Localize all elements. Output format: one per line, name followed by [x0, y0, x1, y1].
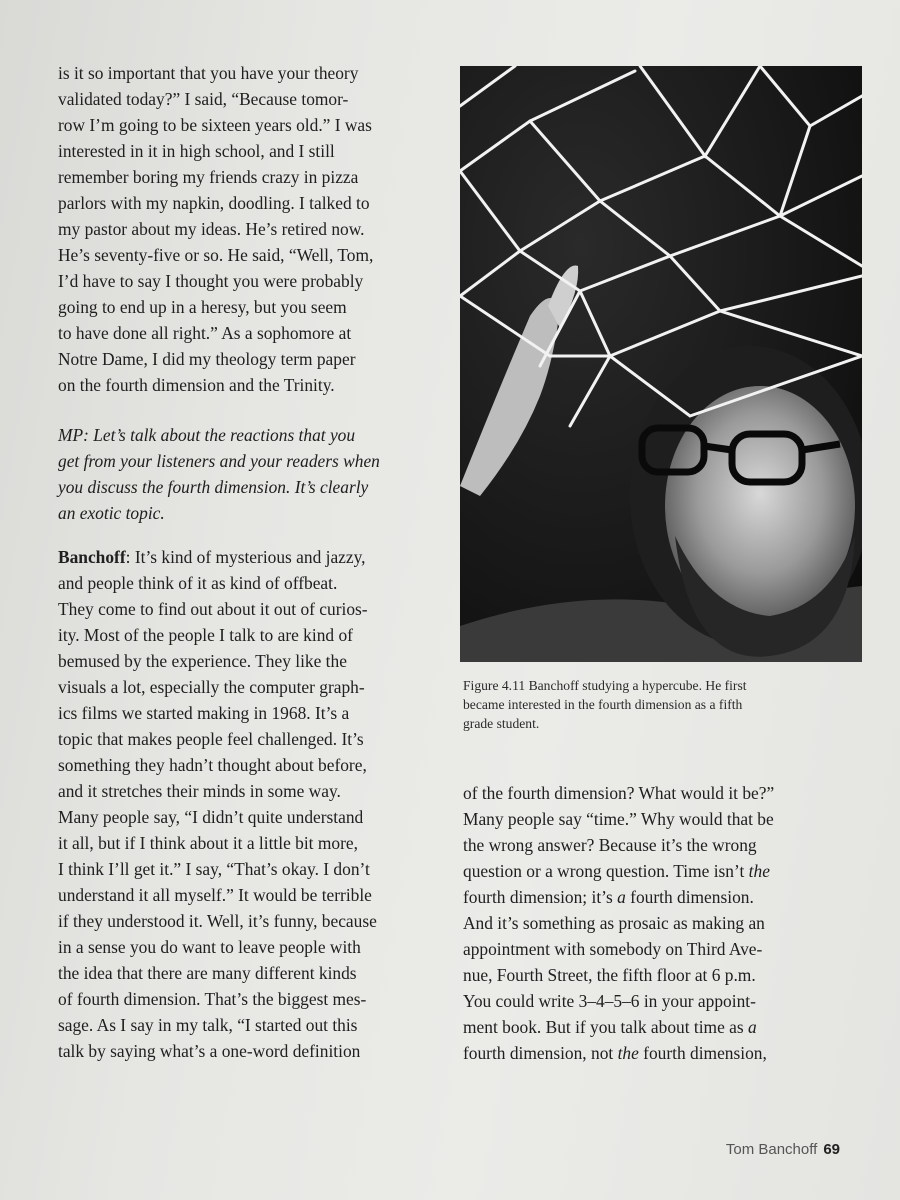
text-line: the idea that there are many different kinds: [58, 963, 357, 983]
text-line: validated today?” I said, “Because tomor-: [58, 89, 349, 109]
text-line: [463, 858, 843, 884]
text-line: [463, 1040, 843, 1066]
hypercube-photo: [460, 66, 862, 662]
text-run: fourth dimension.: [625, 887, 754, 907]
answer-text: : It’s kind of mysterious and jazzy,: [125, 547, 366, 567]
text-line: remember boring my friends crazy in pizza: [58, 167, 359, 187]
text-line: You could write 3–4–5–6 in your appoint-: [463, 991, 756, 1011]
text-line: [463, 1014, 843, 1040]
text-line: you discuss the fourth dimension. It’s clearly: [58, 477, 369, 497]
interviewer-question: [58, 422, 436, 526]
figure-caption: [463, 676, 863, 733]
caption-line: grade student.: [463, 716, 540, 731]
text-line: of fourth dimension. That’s the biggest mes-: [58, 989, 367, 1009]
running-footer-author: Tom Banchoff: [725, 1141, 818, 1158]
interviewee-answer: [58, 544, 436, 1064]
right-text-column: [463, 780, 843, 1066]
text-line: bemused by the experience. They like the: [58, 651, 347, 671]
text-line: He’s seventy-five or so. He said, “Well, Tom,: [58, 245, 374, 265]
paragraph-intro: [58, 60, 436, 398]
text-line: I’d have to say I thought you were probably: [58, 271, 364, 291]
emphasis-the: the: [748, 861, 770, 881]
paragraph-continued: [463, 780, 843, 1066]
text-line: going to end up in a heresy, but you seem: [58, 297, 347, 317]
text-line: if they understood it. Well, it’s funny, because: [58, 911, 377, 931]
page-number: 69: [823, 1141, 840, 1158]
text-line: topic that makes people feel challenged. It’s: [58, 729, 364, 749]
text-line: row I’m going to be sixteen years old.” I was: [58, 115, 372, 135]
text-line: and it stretches their minds in some way.: [58, 781, 341, 801]
caption-line: Figure 4.11 Banchoff studying a hypercube. He first: [463, 678, 747, 693]
text-line: talk by saying what’s a one-word definition: [58, 1041, 361, 1061]
text-line: something they hadn’t thought about before,: [58, 755, 367, 775]
left-text-column: [58, 60, 436, 1064]
text-line: Notre Dame, I did my theology term paper: [58, 349, 356, 369]
text-line: to have done all right.” As a sophomore at: [58, 323, 352, 343]
interviewer-name: MP: [58, 425, 84, 445]
photo-illustration: [460, 66, 862, 662]
text-line: I think I’ll get it.” I say, “That’s okay. I don’t: [58, 859, 370, 879]
caption-line: became interested in the fourth dimension as a fifth: [463, 697, 743, 712]
text-line: ity. Most of the people I talk to are kind of: [58, 625, 353, 645]
text-line: of the fourth dimension? What would it be?”: [463, 783, 775, 803]
text-line: And it’s something as prosaic as making an: [463, 913, 765, 933]
text-line: They come to find out about it out of curios-: [58, 599, 368, 619]
text-run: fourth dimension,: [638, 1043, 767, 1063]
text-line: nue, Fourth Street, the fifth floor at 6 p.m.: [463, 965, 756, 985]
text-line: it all, but if I think about it a little bit more,: [58, 833, 358, 853]
text-line: [58, 544, 436, 570]
text-line: [58, 422, 436, 448]
text-line: interested in it in high school, and I still: [58, 141, 335, 161]
text-line: an exotic topic.: [58, 503, 165, 523]
text-line: get from your listeners and your readers when: [58, 451, 380, 471]
text-line: appointment with somebody on Third Ave-: [463, 939, 763, 959]
text-line: and people think of it as kind of offbeat.: [58, 573, 338, 593]
text-line: understand it all myself.” It would be terrible: [58, 885, 372, 905]
emphasis-a: a: [747, 1017, 757, 1037]
text-run: question or a wrong question. Time isn’t: [463, 861, 749, 881]
text-run: ment book. But if you talk about time as: [463, 1017, 748, 1037]
text-line: Many people say “time.” Why would that be: [463, 809, 774, 829]
text-run: fourth dimension; it’s: [463, 887, 618, 907]
text-line: visuals a lot, especially the computer graph-: [58, 677, 365, 697]
text-line: on the fourth dimension and the Trinity.: [58, 375, 335, 395]
text-line: [463, 884, 843, 910]
text-line: Many people say, “I didn’t quite understand: [58, 807, 364, 827]
emphasis-the: the: [617, 1043, 639, 1063]
page-footer: [660, 1141, 840, 1158]
text-line: the wrong answer? Because it’s the wrong: [463, 835, 757, 855]
text-line: parlors with my napkin, doodling. I talked to: [58, 193, 370, 213]
interviewee-name: Banchoff: [58, 547, 126, 567]
question-text: : Let’s talk about the reactions that you: [83, 425, 356, 445]
text-line: sage. As I say in my talk, “I started out this: [58, 1015, 358, 1035]
text-line: ics films we started making in 1968. It’s a: [58, 703, 350, 723]
text-line: my pastor about my ideas. He’s retired now.: [58, 219, 365, 239]
text-line: in a sense you do want to leave people with: [58, 937, 361, 957]
emphasis-a: a: [617, 887, 626, 907]
text-line: is it so important that you have your theory: [58, 63, 359, 83]
text-run: fourth dimension, not: [463, 1043, 618, 1063]
